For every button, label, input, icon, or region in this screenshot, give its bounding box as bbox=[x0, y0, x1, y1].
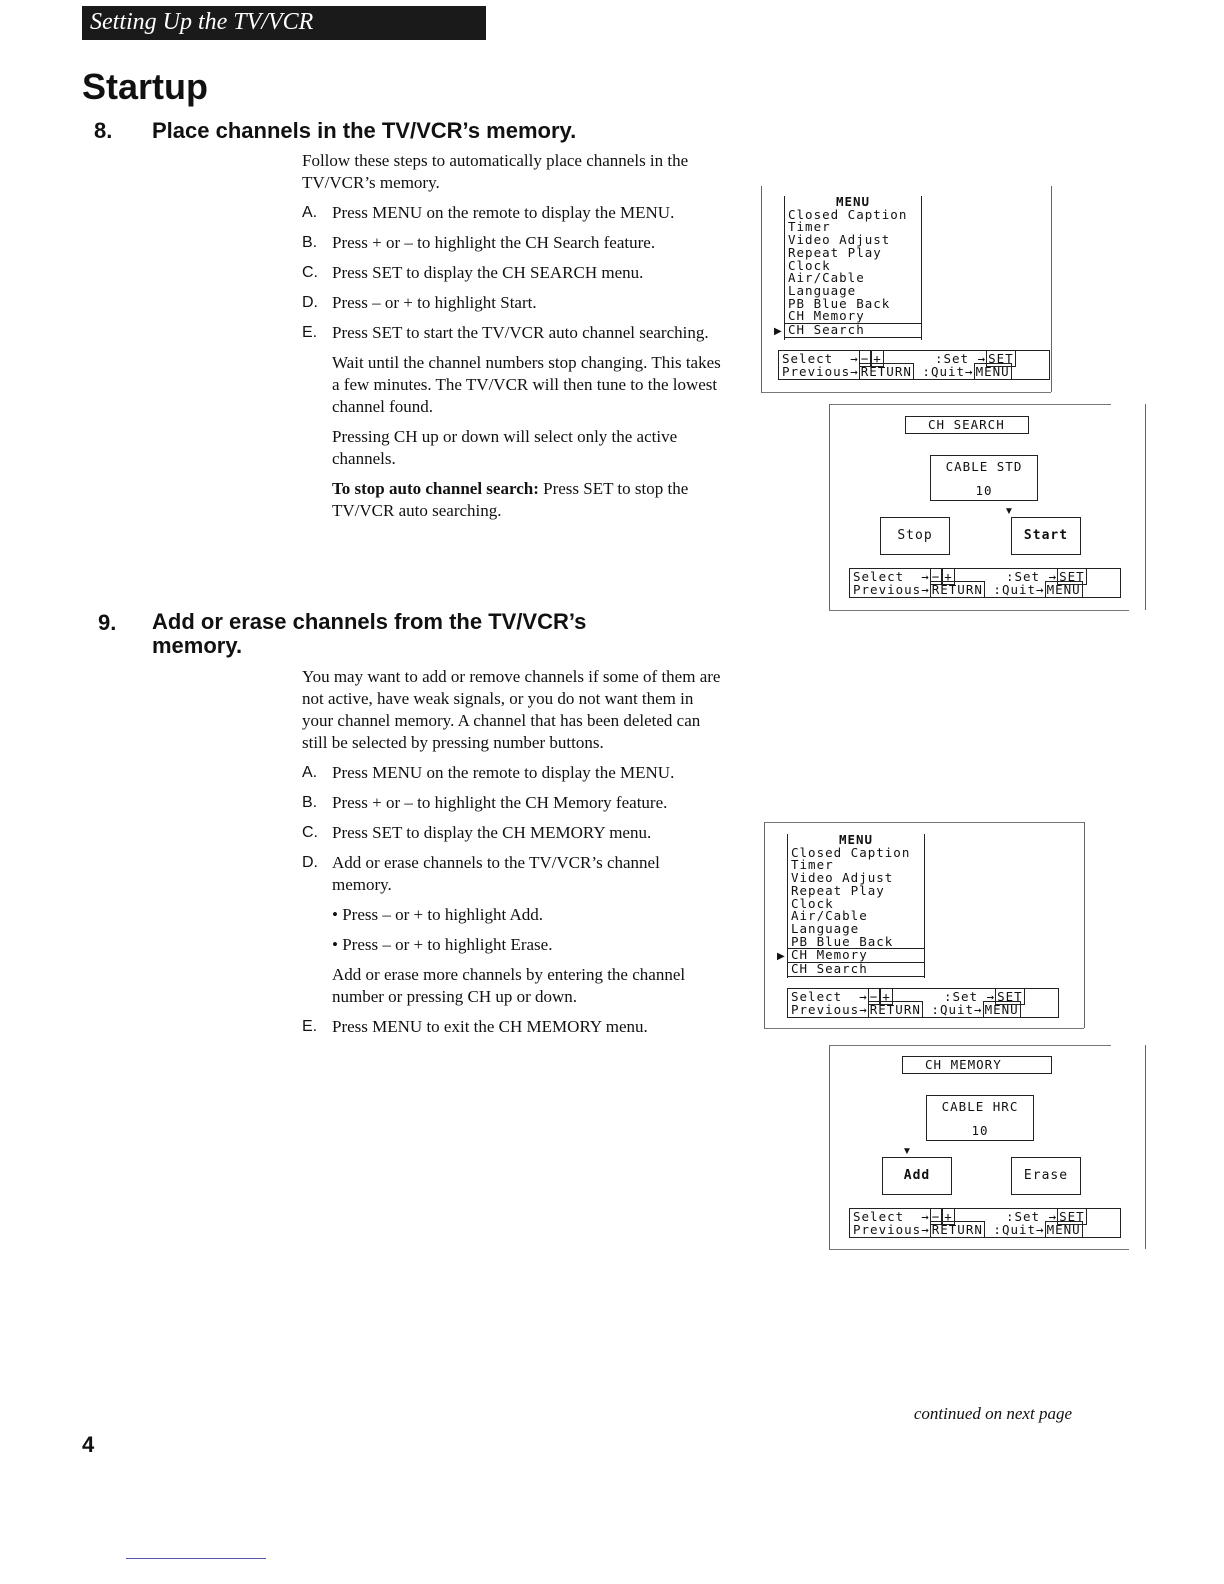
step-9-item-e: E. Press MENU to exit the CH MEMORY menu. bbox=[302, 1017, 648, 1036]
step-8-number: 8. bbox=[94, 118, 113, 143]
osd-menu-search bbox=[784, 196, 922, 340]
menu-item-selected: CH Memory bbox=[788, 948, 924, 962]
erase-button[interactable]: Erase bbox=[1011, 1157, 1081, 1195]
menu-item: Clock bbox=[788, 257, 831, 273]
menu-title: MENU bbox=[838, 832, 874, 847]
osd-frame-bottom bbox=[761, 392, 1051, 393]
ch-search-value-box bbox=[930, 455, 1038, 501]
osd-frame-left bbox=[764, 822, 765, 1028]
ch-search-title: CH SEARCH bbox=[905, 416, 1029, 434]
start-button[interactable]: Start bbox=[1011, 517, 1081, 555]
menu-item: Repeat Play bbox=[788, 244, 882, 260]
ch-memory-title: CH MEMORY bbox=[902, 1056, 1052, 1074]
menu-item: Clock bbox=[791, 895, 834, 911]
step-8-item-a: A. Press MENU on the remote to display the MENU. bbox=[302, 203, 675, 222]
ch-memory-value-box bbox=[926, 1095, 1034, 1141]
step-9-body bbox=[302, 666, 722, 1046]
osd-controls-4: Select → − + :Set → SET Previous→ RETURN :Quit→ MENU bbox=[849, 1208, 1121, 1238]
osd-frame-left bbox=[829, 404, 830, 610]
osd-frame-bottom bbox=[764, 1028, 1084, 1029]
step-9-item-b: B. Press + or – to highlight the CH Memory feature. bbox=[302, 793, 668, 812]
menu-item: CH Memory bbox=[788, 308, 865, 324]
step-9-item-d: D. Add or erase channels to the TV/VCR’s channel memory. • Press – or + to highlight Add. • Press – or + to highlight Erase. Add or erase more channels by entering the channel number or pressing CH up or down. bbox=[302, 852, 722, 1008]
menu-item: Air/Cable bbox=[788, 270, 865, 286]
step-9-bullet-add: • Press – or + to highlight Add. bbox=[332, 905, 544, 924]
osd-frame-left bbox=[829, 1045, 830, 1249]
osd-controls-1: Select → − + :Set → SET Previous→ RETURN :Quit→ MENU bbox=[778, 350, 1050, 380]
step-8-item-d: D. Press – or + to highlight Start. bbox=[302, 293, 537, 312]
osd-frame-top bbox=[829, 404, 1111, 405]
step-8-heading: Place channels in the TV/VCR’s memory. bbox=[152, 118, 577, 143]
step-8-item-e: E. Press SET to start the TV/VCR auto channel searching. Wait until the channel numbers stop changing. This takes a few minutes. The TV/VCR will then tune to the lowest channel found. Pressing CH up or down will select only the active channels. To stop auto channel search: Press SET to stop the TV/VCR auto searching. bbox=[302, 323, 721, 520]
step-9-heading: Add or erase channels from the TV/VCR’s memory. bbox=[152, 609, 587, 658]
step-9-bullet-erase: • Press – or + to highlight Erase. bbox=[332, 935, 553, 954]
step-8-intro: Follow these steps to automatically place channels in the TV/VCR’s memory. bbox=[302, 151, 689, 192]
menu-item: Closed Caption bbox=[788, 206, 908, 222]
osd-frame-top bbox=[764, 822, 1084, 823]
bottom-rule bbox=[126, 1558, 266, 1559]
page-title: Startup bbox=[82, 66, 208, 107]
channel-number: 10 bbox=[971, 1123, 989, 1138]
stop-button[interactable]: Stop bbox=[880, 517, 950, 555]
step-9-item-c: C. Press SET to display the CH MEMORY menu. bbox=[302, 823, 652, 842]
page-number: 4 bbox=[82, 1432, 95, 1457]
pointer-down-icon: ▼ bbox=[1004, 506, 1014, 517]
menu-item: Language bbox=[791, 920, 860, 936]
cable-type: CABLE HRC bbox=[941, 1099, 1019, 1114]
section-header-bar bbox=[82, 6, 486, 40]
osd-frame-right bbox=[1145, 404, 1146, 610]
continued-note: continued on next page bbox=[913, 1404, 1072, 1423]
osd-frame-left bbox=[761, 186, 762, 392]
step-9-number: 9. bbox=[98, 610, 117, 635]
menu-item-selected: CH Search bbox=[785, 323, 921, 338]
menu-item: PB Blue Back bbox=[788, 295, 891, 311]
menu-item: Language bbox=[788, 282, 857, 298]
menu-item: Closed Caption bbox=[791, 844, 911, 860]
menu-item: Timer bbox=[791, 857, 834, 873]
selection-arrow-icon: ▶ bbox=[777, 951, 785, 962]
add-button[interactable]: Add bbox=[882, 1157, 952, 1195]
osd-controls-3: Select → − + :Set → SET Previous→ RETURN :Quit→ MENU bbox=[787, 988, 1059, 1018]
selection-arrow-icon: ▶ bbox=[774, 326, 782, 337]
menu-item: Video Adjust bbox=[788, 232, 891, 248]
menu-item: Timer bbox=[788, 219, 831, 235]
step-9-more-note: Add or erase more channels by entering the channel number or pressing CH up or down. bbox=[332, 965, 686, 1006]
cable-type: CABLE STD bbox=[945, 459, 1023, 474]
step-8-body bbox=[302, 150, 722, 530]
menu-item: Video Adjust bbox=[791, 870, 894, 886]
step-8-stop-note: To stop auto channel search: Press SET to stop the TV/VCR auto searching. bbox=[332, 479, 689, 520]
menu-item: PB Blue Back bbox=[791, 933, 894, 949]
osd-frame-bottom bbox=[829, 610, 1129, 611]
menu-title: MENU bbox=[835, 194, 871, 209]
osd-frame-bottom bbox=[829, 1249, 1129, 1250]
step-9-item-a: A. Press MENU on the remote to display the MENU. bbox=[302, 763, 675, 782]
section-header-text: Setting Up the TV/VCR bbox=[90, 9, 314, 35]
step-8-item-b: B. Press + or – to highlight the CH Search feature. bbox=[302, 233, 656, 252]
osd-frame-right bbox=[1051, 186, 1052, 392]
step-8-wait-note: Wait until the channel numbers stop changing. This takes a few minutes. The TV/VCR will then tune to the lowest channel found. bbox=[332, 353, 721, 416]
step-9-intro: You may want to add or remove channels if some of them are not active, have weak signals, or you do not want them in your channel memory. A channel that has been deleted can still be selected by pressing number buttons. bbox=[302, 667, 721, 752]
menu-item: CH Search bbox=[788, 962, 924, 977]
osd-controls-2: Select → − + :Set → SET Previous→ RETURN :Quit→ MENU bbox=[849, 568, 1121, 598]
osd-menu-memory bbox=[787, 834, 925, 978]
osd-frame-top bbox=[829, 1045, 1111, 1046]
osd-frame-right bbox=[1145, 1045, 1146, 1249]
osd-frame-right bbox=[1084, 822, 1085, 1028]
menu-item: Air/Cable bbox=[791, 908, 868, 924]
step-8-pressing-note: Pressing CH up or down will select only the active channels. bbox=[332, 427, 678, 468]
pointer-down-icon: ▼ bbox=[902, 1146, 912, 1157]
channel-number: 10 bbox=[975, 483, 993, 498]
step-8-item-c: C. Press SET to display the CH SEARCH menu. bbox=[302, 263, 644, 282]
menu-item: Repeat Play bbox=[791, 882, 885, 898]
